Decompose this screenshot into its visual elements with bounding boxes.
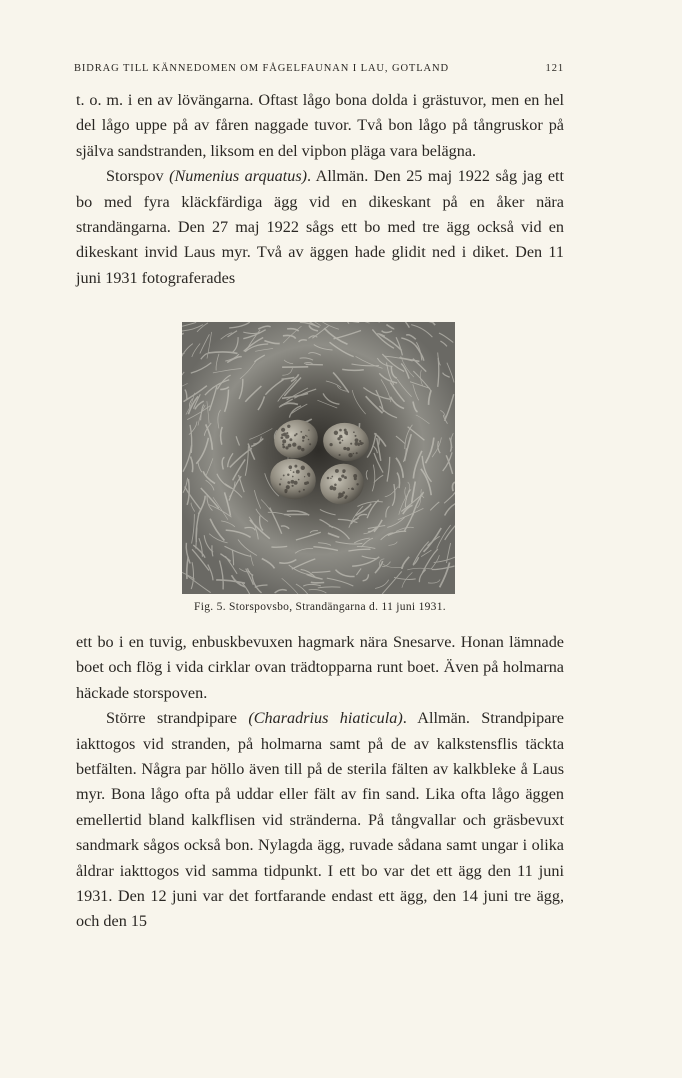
- nest-photo: [182, 322, 455, 594]
- species-name: Storspov: [106, 167, 170, 186]
- paragraph-strandpipare: [76, 706, 564, 935]
- text-block-top: [76, 88, 564, 291]
- species-text: . Allmän. Strandpipare iakttogos vid stranden, på holmarna samt på de av kalkstensflis täckta betfälten. Några par höllo även till på de sterila fälten av kalkbleke å Laus myr. Bona lågo ofta på uddar eller fält av fin sand. Lika ofta lågo äggen emellertid bland kalkflisen vid stränderna. På tångvallar och gräsbevuxt sandmark sågos också bon. Nylagda ägg, ruvade sådana samt ungar i olika åldrar iakttogos vid samma tidpunkt. I ett bo var det ett ägg den 11 juni 1931. Den 12 juni var det fortfarande endast ett ägg, den 14 juni tre ägg, och den 15: [76, 709, 564, 931]
- text-block-bottom: [76, 630, 564, 935]
- paragraph-storspov: [76, 164, 564, 291]
- paragraph-nesting-sites: t. o. m. i en av lövängarna. Oftast lågo bona dolda i grästuvor, men en hel del lågo uppe på av fåren naggade tuvor. Två bon lågo på tångruskor på själva sandstranden, liksom en del vipbon pläga vara belägna.: [76, 91, 564, 160]
- species-latin-name: (Numenius arquatus): [169, 167, 308, 186]
- species-text: . Allmän. Den 25 maj 1922 såg jag ett bo med fyra kläckfärdiga ägg vid en dikeskant på en åker nära strandängarna. Den 27 maj 1922 sågs ett bo med tre ägg också vid en dikeskant invid Laus myr. Två av äggen hade glidit ned i diket. Den 11 juni 1931 fotograferades: [76, 167, 565, 287]
- species-latin-name: (Charadrius hiaticula): [248, 709, 403, 728]
- nest-photo-drawing: [182, 322, 455, 594]
- species-name: Större strandpipare: [106, 709, 249, 728]
- header-title: BIDRAG TILL KÄNNEDOMEN OM FÅGELFAUNAN I LAU, GOTLAND: [74, 63, 449, 74]
- figure-caption: Fig. 5. Storspovsbo, Strandängarna d. 11 juni 1931.: [194, 601, 446, 613]
- paragraph-storspov-continued: ett bo i en tuvig, enbuskbevuxen hagmark nära Snesarve. Honan lämnade boet och flög i vida cirklar ovan trädtopparna runt boet. Även på holmarna häckade storspoven.: [76, 633, 564, 702]
- running-header: [74, 63, 564, 74]
- page-number: 121: [545, 63, 564, 74]
